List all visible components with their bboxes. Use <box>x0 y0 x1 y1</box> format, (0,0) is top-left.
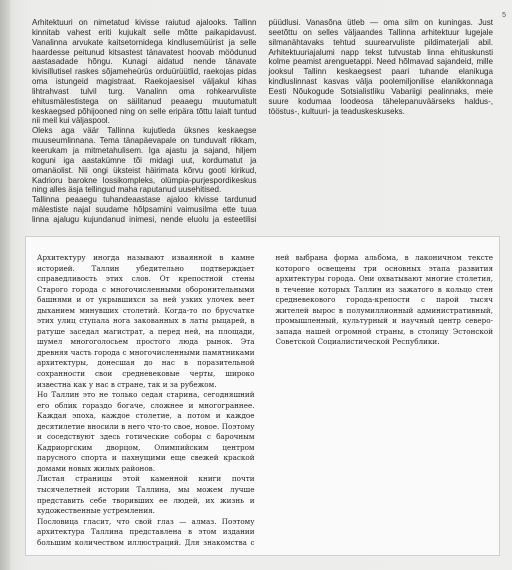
russian-paragraph: Но Таллин это не только седая старина, сегодняшний его облик гораздо богаче, сложнее и многограннее. Каждая эпоха, каждое столетие, а потом и каждое десятилетие вносили в него что-то свое, новое. Поэтому и соседствуют здесь готические соборы с барочным Кадриоргским дворцом, Олимпийским центром парусного спорта и пахнущими еще свежей краской домами новых жилых районов. <box>37 390 255 473</box>
page-gutter-shadow <box>0 0 10 570</box>
russian-paragraph: Листая страницы этой каменной книги почти тысячелетней истории Таллина, мы можем лучше представить себе творивших ее людей, их жизнь и художественные устремления. <box>37 474 255 516</box>
estonian-paragraph: Oleks aga väär Tallinna kujutleda üksnes keskaegse muuseumlinnana. Tema tänapäevapale on tunduvalt rikkam, keerukam ja mitmetahulisem. Iga ajastu ja sajand, hiljem koguni iga aastakümne tõi midagi uut, kordumatut ja omanäolist. Nii ongi üksteist häirimata kõrvu gooti kirikud, Kadrioru barokne lossikompleks, olümpia-purjespordikeskus ning alles äsja tellingud maha raputanud uusehitised. <box>32 126 257 195</box>
estonian-text-block <box>32 18 493 229</box>
russian-text-block <box>37 253 493 549</box>
page-number: 5 <box>502 12 506 19</box>
russian-paragraph: Пословица гласит, что свой глаз — алмаз. Поэтому архитектура Таллина представлена в этом издании большим количеством иллюстраций. Для знакомства с ней выбрана форма альбома, в лаконичном тексте которого освещены три основных этапа развития архитектуры города. Они охватывают многие столетия, в течение которых Таллин из зажатого в кольцо стен средневекового города-крепости с парой тысяч жителей вырос в полумиллионный административный, промышленный, культурный и научный центр северо-запада нашей огромной страны, в столицу Эстонской Советской Социалистической Республики. <box>37 253 493 547</box>
russian-paragraph: Архитектуру иногда называют изваянной в камне историей. Таллин убедительно подтверждает справедливость этих слов. От крепостной стены Старого города с многочисленными оборонительными башнями и от укрывшихся за ней узких улочек веет дыханием минувших столетий. Когда-то по брусчатке этих улиц ступала нога закованных в латы рыцарей, в ратуше заседал магистрат, а перед ней, на площади, шумел многоголосьем простого люда рынок. Эта древняя часть города с многочисленными памятниками архитектуры, донесшая до нас в поразительной сохранности свои средневековые черты, широко известна как у нас в стране, так и за рубежом. <box>37 253 255 389</box>
estonian-paragraph: Arhitektuuri on nimetatud kivisse raiutud ajalooks. Tallinn kinnitab vahest eriti kujukalt selle mõtte paikapidavust. Vanalinna arvukate kaitsetornidega kindlusemüürist ja selle haardesse peitunud kitsastest tänavatest hoovab möödunud aastasadade hõngu. Kunagi aidatud nende tänavate kivisillutisel raskes sõjameheürüs orduürüütlid, raekojas pidas oma istungeid magistraat. Raekojaesisel väljakul kihas lihtrahvast tulvil turg. Vanalinn oma rohkearvuliste ehitusmälestistega on säilitanud peaaegu muutumatult keskaegsed põhijooned ning on selle eripära tõttu laialt tuntud nii meil kui väljaspool. <box>32 18 257 126</box>
estonian-paragraph: Tallinna peaaegu tuhandeaastase ajaloo kivisse tardunud mälestiste najal suudame hõlpsamini vaimusilma ette tuua linna ajalugu kujundanud inimesi, nende eluolu ja esteetilisi püüdlusi. Vanasõna ütleb — oma silm on kuningas. Just seetõttu on selles väljaandes Tallinna arhitektuur lugejale silmanähtavaks tehtud suurearvuliste pildimaterjali abil. Arhitektuuriajalumi napp tekst tutvustab linna ehituskunsti kolme peamist arenguetappi. Need hõlmavad sajandeid, mille jooksul Tallinn keskaegsest paari tuhande elanikuga kindluslinnast kasvas välja poolemiljonilise elanikkonnaga Eesti Nõukogude Sotsialistliku Vabariigi pealinnaks, meie suure kodumaa loodeosa tähelepanuväärseks haldus-, tööstus-, kultuuri- ja teaduskeskuseks. <box>32 18 493 224</box>
